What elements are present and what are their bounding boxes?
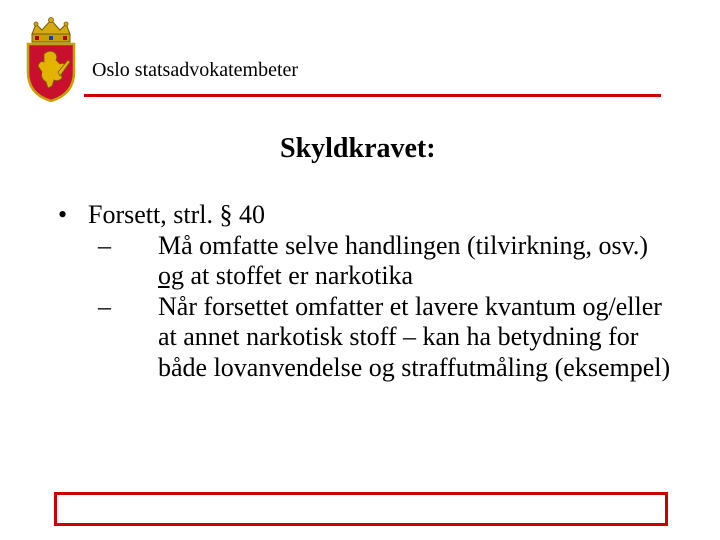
sub-bullet-marker: – — [98, 230, 111, 260]
organization-name: Oslo statsadvokatembeter — [92, 59, 299, 81]
bullet-text: Forsett, strl. § 40 — [88, 200, 265, 229]
header-divider — [84, 94, 661, 97]
sub-bullet-text-part: Må omfatte selve handlingen (tilvirkning, osv.) — [158, 230, 649, 260]
bullet-item — [58, 200, 678, 231]
bullet-marker: • — [58, 200, 68, 229]
sub-bullet-text: Når forsettet omfatter et lavere kvantum og/eller at annet narkotisk stoff – kan ha betydning for både lovanvendelse og straffutmåling (eksempel) — [158, 291, 671, 382]
slide-title: Skyldkravet: — [280, 133, 436, 164]
norwegian-coat-of-arms-icon — [22, 16, 80, 102]
sub-bullet-marker: – — [98, 291, 111, 321]
crown-icon — [32, 18, 70, 43]
sub-bullet-item — [98, 231, 678, 292]
footer-frame — [54, 492, 668, 526]
sub-bullet-text-part: at stoffet er narkotika — [184, 261, 414, 290]
sub-bullet-item — [98, 292, 678, 384]
underlined-emphasis: og — [158, 261, 184, 290]
slide-content — [58, 200, 678, 383]
